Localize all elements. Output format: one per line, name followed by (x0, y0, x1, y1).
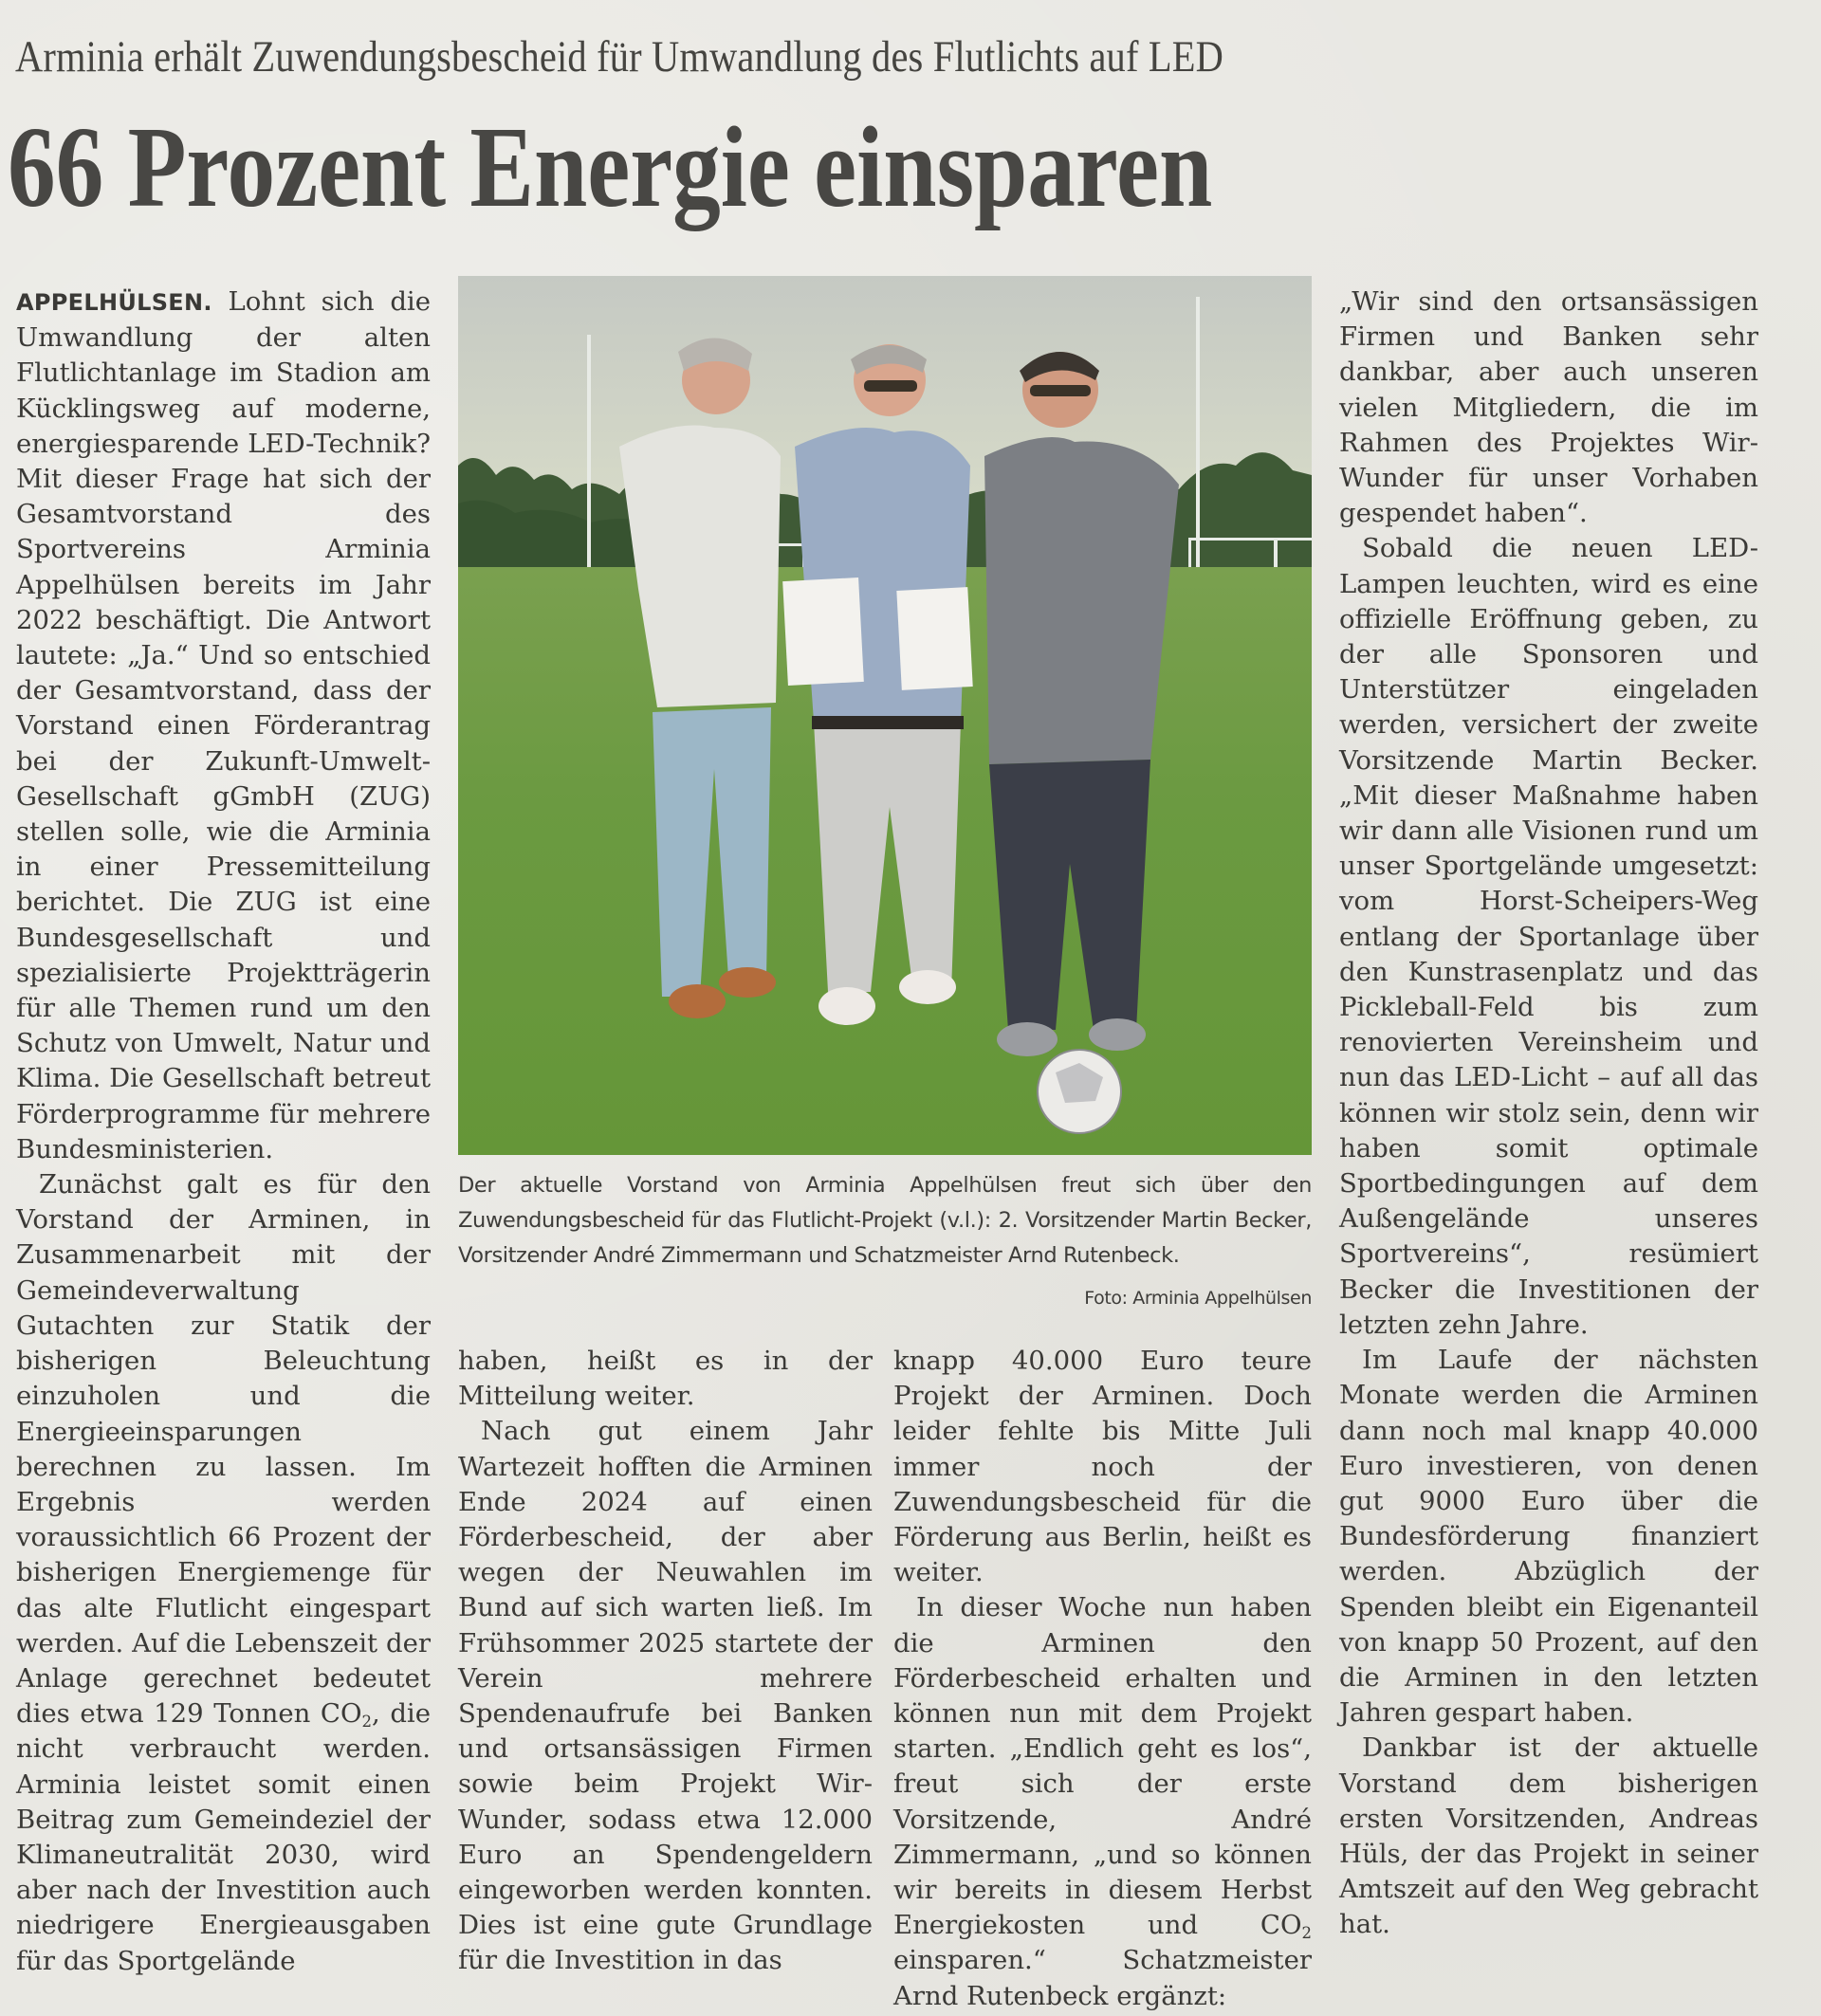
paragraph (16, 284, 431, 1167)
photo-credit: Foto: Arminia Appelhülsen (1084, 1288, 1312, 1309)
article-column-3 (893, 1344, 1312, 2014)
paragraph: Sobald die neuen LED-Lampen leuchten, wird es eine offizielle Eröffnung geben, zu der alle Sponsoren und Unterstützer eingeladen werden, versichert der zweite Vorsitzende Martin Becker. „Mit dieser Maßnahme haben wir dann alle Visionen rund um unser Sportgelände umgesetzt: vom Horst-Scheipers-Weg entlang der Sportanlage über den Kunstrasenplatz und das Pickleball-Feld bis zum renovierten Vereinsheim und nun das LED-Licht – auf all das können wir stolz sein, denn wir haben somit optimale Sportbedingungen auf dem Außengelände unseres Sportvereins“, resümiert Becker die Investitionen der letzten zehn Jahre. (1339, 533, 1758, 1340)
paragraph-text: In dieser Woche nun haben die Arminen den Förderbescheid erhalten und können nun mit dem Projekt starten. „Endlich geht es los“, freut sich der erste Vorsitzende, André Zimmermann, „und so können wir bereits in diesem Herbst Energiekosten und CO (893, 1592, 1312, 1941)
paragraph-text: Lohnt sich die Umwandlung der alten Flutlichtanlage im Stadion am Kücklingsweg auf moderne, energiesparende LED-Technik? Mit dieser Frage hat sich der Gesamtvorstand des Sportvereins Arminia Appelhülsen bereits im Jahr 2022 beschäftigt. Die Antwort lautete: „Ja.“ Und so entschied der Gesamtvorstand, dass der Vorstand einen Förderantrag bei der Zukunft-Umwelt-Gesellschaft gGmbH (ZUG) stellen solle, wie die Arminia in einer Pressemitteilung berichtet. Die ZUG ist eine Bundesgesellschaft und spezialisierte Projektträgerin für alle Themen rund um den Schutz von Umwelt, Natur und Klima. Die Gesellschaft betreut Förderprogramme für mehrere Bundesministerien. (16, 286, 432, 1164)
photo-people (458, 276, 1312, 1155)
paragraph: haben, heißt es in der Mitteilung weiter. (458, 1346, 873, 1412)
paragraph: Nach gut einem Jahr Wartezeit hofften die Arminen Ende 2024 auf einen Förderbescheid, der aber wegen der Neuwahlen im Bund auf sich warten ließ. Im Frühsommer 2025 startete der Verein mehrere Spendenaufrufe bei Banken und ortsansässigen Firmen sowie beim Projekt Wir-Wunder, sodass etwa 12.000 Euro an Spendengeldern eingeworben werden konnten. Dies ist eine gute Grundlage für die Investition in das (458, 1416, 873, 1976)
article-headline: 66 Prozent Energie einsparen (8, 103, 1213, 231)
photo-caption: Der aktuelle Vorstand von Arminia Appelhülsen freut sich über den Zuwendungsbescheid für das Flutlicht-Projekt (v.l.): 2. Vorsitzender Martin Becker, Vorsitzender André Zimmermann und Schatzmeister Arnd Rutenbeck. (458, 1173, 1312, 1268)
article-photo (458, 276, 1312, 1155)
paragraph-text: einsparen.“ Schatzmeister Arnd Rutenbeck ergänzt: (893, 1945, 1312, 2011)
dateline: APPELHÜLSEN. (16, 289, 212, 316)
paragraph (893, 1590, 1312, 2013)
article-column-4 (1339, 284, 1758, 1943)
paragraph (16, 1167, 431, 1979)
subscript: 2 (361, 1713, 373, 1732)
paragraph: Dankbar ist der aktuelle Vorstand dem bisherigen ersten Vorsitzenden, Andreas Hüls, der das Projekt in seiner Amtszeit auf den Weg gebracht hat. (1339, 1732, 1758, 1940)
paragraph: knapp 40.000 Euro teure Projekt der Arminen. Doch leider fehlte bis Mitte Juli immer noch der Zuwendungsbescheid für die Förderung aus Berlin, heißt es weiter. (893, 1346, 1312, 1588)
article-column-1 (16, 284, 431, 1979)
article-column-2 (458, 1344, 873, 1979)
paragraph-text: , die nicht verbraucht werden. Arminia leistet somit einen Beitrag zum Gemeindeziel der Klimaneutralität 2030, wird aber nach der Investition auch niedrigere Energieausgaben für das Sportgelände (16, 1698, 432, 1976)
subscript: 2 (1301, 1924, 1312, 1943)
article-kicker: Arminia erhält Zuwendungsbescheid für Umwandlung des Flutlichts auf LED (15, 32, 1223, 82)
paragraph: „Wir sind den ortsansässigen Firmen und Banken sehr dankbar, aber auch unseren vielen Mitgliedern, die im Rahmen des Projektes Wir-Wunder für unser Vorhaben gespendet haben“. (1339, 286, 1758, 529)
paragraph-text: Zunächst galt es für den Vorstand der Arminen, in Zusammenarbeit mit der Gemeindeverwaltung Gutachten zur Statik der bisherigen Beleuchtung einzuholen und die Energieeinsparungen berechnen zu lassen. Im Ergebnis werden voraussichtlich 66 Prozent der bisherigen Energiemenge für das alte Flutlicht eingespart werden. Auf die Lebenszeit der Anlage gerechnet bedeutet dies etwa 129 Tonnen CO (16, 1169, 431, 1730)
paragraph: Im Laufe der nächsten Monate werden die Arminen dann noch mal knapp 40.000 Euro investieren, von denen gut 9000 Euro über die Bundesförderung finanziert werden. Abzüglich der Spenden bleibt ein Eigenanteil von knapp 50 Prozent, auf den die Arminen in den letzten Jahren gespart haben. (1339, 1345, 1758, 1729)
